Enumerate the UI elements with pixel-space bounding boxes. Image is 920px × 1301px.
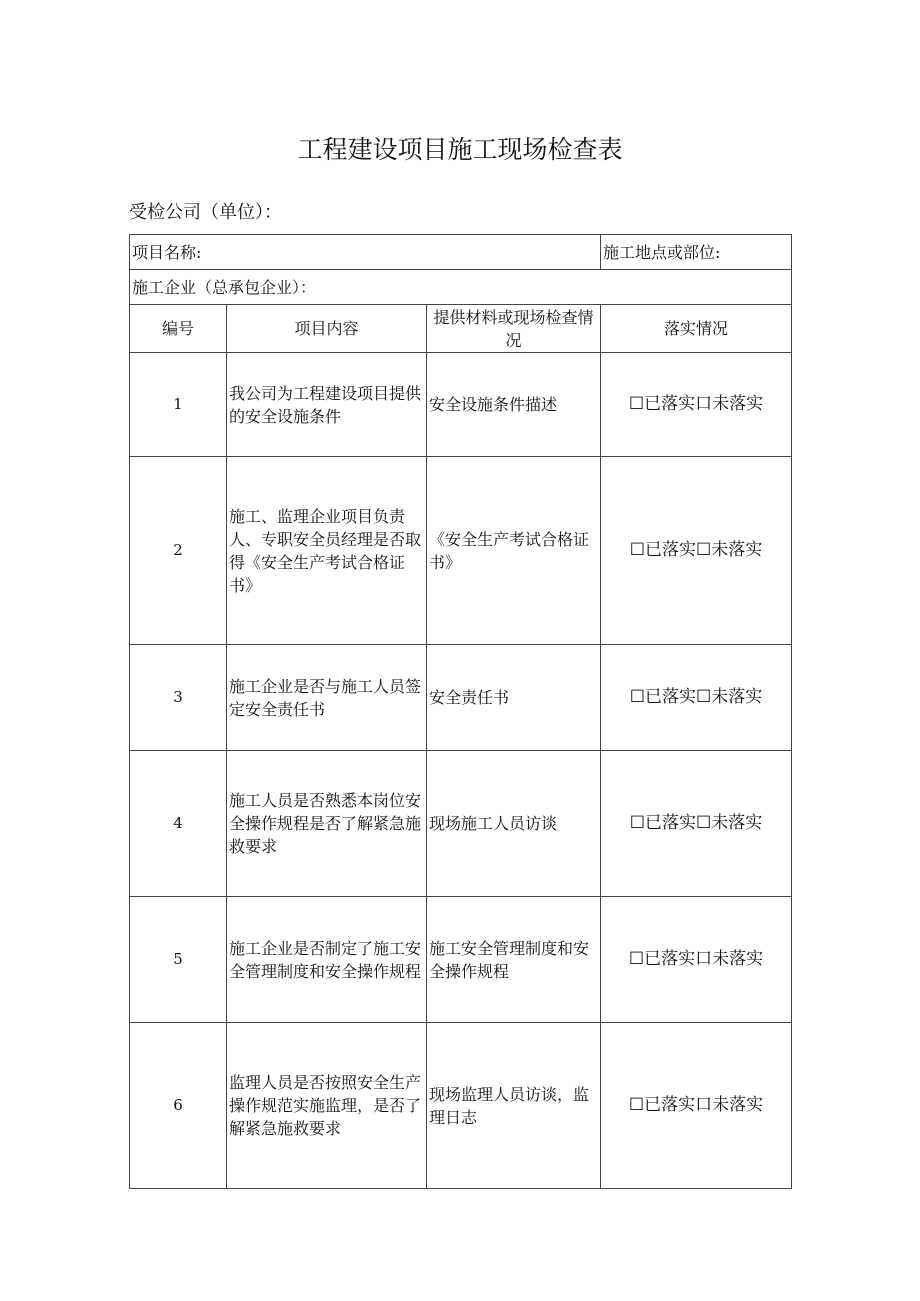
project-info-row bbox=[130, 235, 792, 270]
row-content: 监理人员是否按照安全生产操作规范实施监理，是否了解紧急施救要求 bbox=[227, 1023, 427, 1189]
table-row bbox=[130, 897, 792, 1023]
contractor-label: 施工企业（总承包企业）： bbox=[130, 270, 792, 305]
row-status: ☐已落实☐未落实 bbox=[601, 751, 792, 897]
row-number: 6 bbox=[130, 1023, 227, 1189]
row-number: 1 bbox=[130, 353, 227, 457]
row-materials: 安全设施条件描述 bbox=[427, 353, 601, 457]
header-materials: 提供材料或现场检查情况 bbox=[427, 305, 601, 353]
row-status: ☐已落实口未落实 bbox=[601, 1023, 792, 1189]
row-content: 施工、监理企业项目负责人、专职安全员经理是否取得《安全生产考试合格证书》 bbox=[227, 457, 427, 645]
page-title: 工程建设项目施工现场检查表 bbox=[297, 135, 623, 164]
project-name-label: 项目名称: bbox=[130, 235, 601, 270]
row-content: 我公司为工程建设项目提供的安全设施条件 bbox=[227, 353, 427, 457]
header-number: 编号 bbox=[130, 305, 227, 353]
row-content: 施工人员是否熟悉本岗位安全操作规程是否了解紧急施救要求 bbox=[227, 751, 427, 897]
table-row bbox=[130, 457, 792, 645]
row-materials: 安全责任书 bbox=[427, 645, 601, 751]
row-materials: 现场施工人员访谈 bbox=[427, 751, 601, 897]
row-materials: 现场监理人员访谈，监理日志 bbox=[427, 1023, 601, 1189]
row-number: 3 bbox=[130, 645, 227, 751]
inspected-unit-label: 受检公司（单位）： bbox=[129, 202, 282, 223]
inspection-table bbox=[129, 234, 792, 1189]
table-row bbox=[130, 1023, 792, 1189]
table-row bbox=[130, 645, 792, 751]
row-number: 5 bbox=[130, 897, 227, 1023]
header-status: 落实情况 bbox=[601, 305, 792, 353]
row-status: ☐已落实口未落实 bbox=[601, 353, 792, 457]
table-row bbox=[130, 353, 792, 457]
header-row bbox=[130, 305, 792, 353]
table-row bbox=[130, 751, 792, 897]
row-materials: 施工安全管理制度和安全操作规程 bbox=[427, 897, 601, 1023]
row-content: 施工企业是否制定了施工安全管理制度和安全操作规程 bbox=[227, 897, 427, 1023]
contractor-row bbox=[130, 270, 792, 305]
header-content: 项目内容 bbox=[227, 305, 427, 353]
row-status: ☐已落实☐未落实 bbox=[601, 645, 792, 751]
row-number: 2 bbox=[130, 457, 227, 645]
row-status: ☐已落实☐未落实 bbox=[601, 457, 792, 645]
row-materials: 《安全生产考试合格证书》 bbox=[427, 457, 601, 645]
row-number: 4 bbox=[130, 751, 227, 897]
row-content: 施工企业是否与施工人员签定安全责任书 bbox=[227, 645, 427, 751]
row-status: ☐已落实口未落实 bbox=[601, 897, 792, 1023]
location-label: 施工地点或部位: bbox=[601, 235, 792, 270]
